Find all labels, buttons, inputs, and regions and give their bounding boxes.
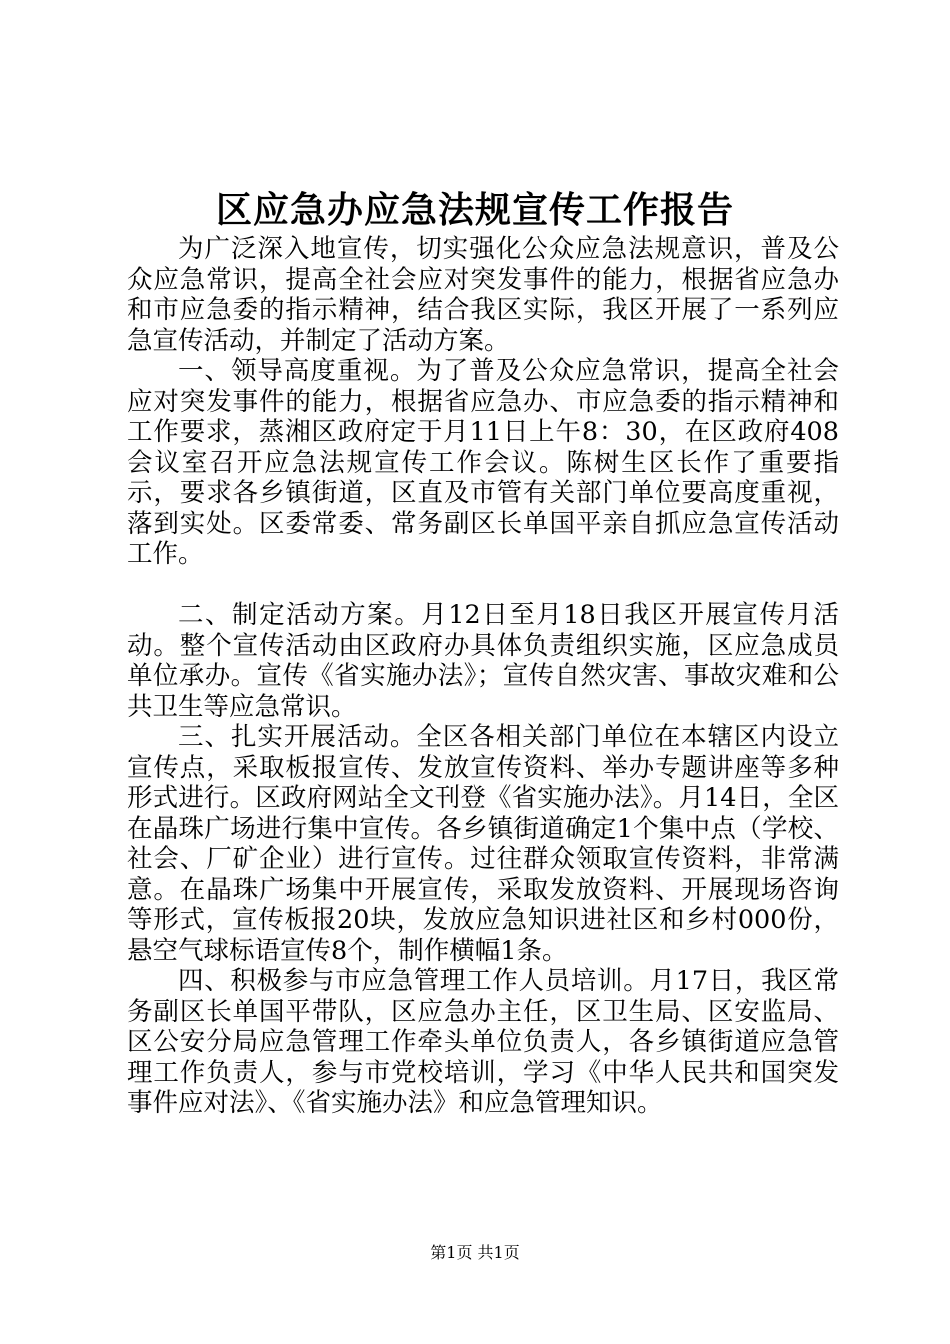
document-title: 区应急办应急法规宣传工作报告	[215, 189, 734, 231]
paragraph-leadership: 一、领导高度重视。为了普及公众应急常识，提高全社会应对突发事件的能力，根据省应急办、市应急委的指示精神和工作要求，蒸湘区政府定于月11日上午8：30，在区政府408会议室召开应急法规宣传工作会议。陈树生区长作了重要指示，要求各乡镇街道，区直及市管有关部门单位要高度重视，落到实处。区委常委、常务副区长单国平亲自抓应急宣传活动工作。	[127, 356, 839, 569]
paragraph-activities: 三、扎实开展活动。全区各相关部门单位在本辖区内设立宣传点，采取板报宣传、发放宣传资料、举办专题讲座等多种形式进行。区政府网站全文刊登《省实施办法》。月14日，全区在晶珠广场进行集中宣传。各乡镇街道确定1个集中点（学校、社会、厂矿企业）进行宣传。过往群众领取宣传资料，非常满意。在晶珠广场集中开展宣传，采取发放资料、开展现场咨询等形式，宣传板报20块，发放应急知识进社区和乡村000份，悬空气球标语宣传8个，制作横幅1条。	[127, 722, 839, 966]
document-body	[127, 234, 839, 1119]
paragraph-plan: 二、制定活动方案。月12日至月18日我区开展宣传月活动。整个宣传活动由区政府办具体负责组织实施，区应急成员单位承办。宣传《省实施办法》；宣传自然灾害、事故灾难和公共卫生等应急常识。	[127, 600, 839, 722]
paragraph-training: 四、积极参与市应急管理工作人员培训。月17日，我区常务副区长单国平带队，区应急办主任，区卫生局、区安监局、区公安分局应急管理工作牵头单位负责人，各乡镇街道应急管理工作负责人，参与市党校培训，学习《中华人民共和国突发事件应对法》、《省实施办法》和应急管理知识。	[127, 966, 839, 1118]
page-footer: 第1页 共1页	[430, 1243, 520, 1262]
paragraph-intro: 为广泛深入地宣传，切实强化公众应急法规意识，普及公众应急常识，提高全社会应对突发事件的能力，根据省应急办和市应急委的指示精神，结合我区实际，我区开展了一系列应急宣传活动，并制定了活动方案。	[127, 234, 839, 356]
